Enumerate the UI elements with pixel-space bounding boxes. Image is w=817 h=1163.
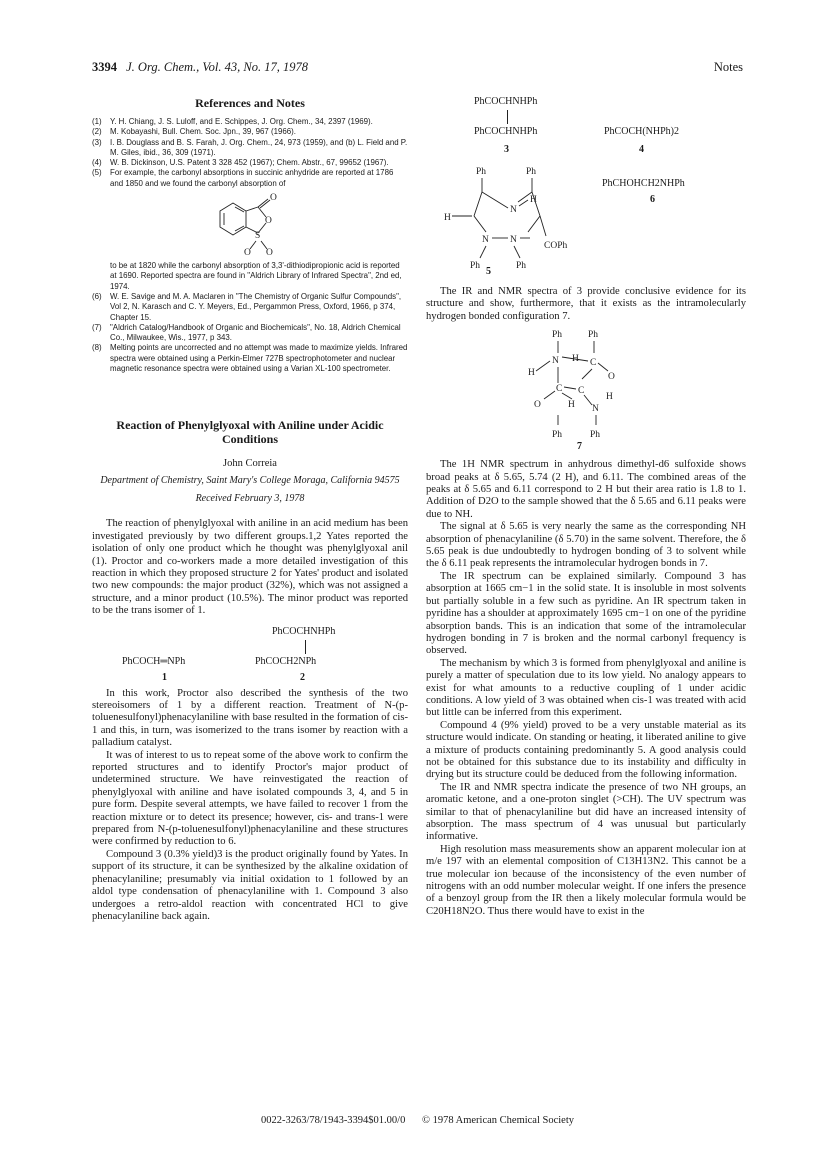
ref5-continuation: to be at 1820 while the carbonyl absorption of 3,3'-dithiodipropionic acid is reported at 1690. Reported spectra are found in "Aldrich Library of Infrared Spectra", 2nd ed, 1974. [110,261,402,291]
body-text-right-2 [426,459,746,918]
svg-text:N: N [510,235,517,245]
svg-text:Ph: Ph [552,330,563,341]
ref-number: (3) [92,137,102,147]
svg-text:N: N [510,205,517,215]
references-list [92,117,408,374]
copyright-notice: © 1978 American Chemical Society [421,1115,575,1126]
paragraph: In this work, Proctor also described the synthesis of the two stereoisomers of 1 by a different reaction. Treatment of N-(p-toluenesulfonyl)phenacylaniline with base resulted in the formation of cis-1 and this, in turn, was isomerized to the trans isomer by reaction with a palladium catalyst. [92,687,408,749]
structures-1-2 [92,618,408,698]
page-number: 3394 [92,60,117,74]
paragraph: The IR and NMR spectra of 3 provide conclusive evidence for its structure and show, furthermore, that it exists as the intramolecularly hydrogen bonded configuration 7. [426,286,746,322]
structure-1: PhCOCH═NPh [122,655,186,667]
structure-5-diagram [444,162,584,282]
article-code: 0022-3263/78/1943-3394$01.00/0 [260,1115,406,1126]
reference-item [92,323,408,344]
left-column [92,96,408,923]
structures-3-4 [426,96,746,158]
structure-2-number: 2 [300,671,305,683]
ref-text: M. Kobayashi, Bull. Chem. Soc. Jpn., 39, 967 (1966). [110,127,296,137]
svg-text:O: O [265,216,272,227]
svg-text:H: H [528,368,535,379]
svg-text:H: H [568,400,575,411]
paragraph: The mechanism by which 3 is formed from phenylglyoxal and aniline is purely a matter of speculation due to its low yield. No analogy appears to exist for what amounts to a reductive coupling of 1 under acidic conditions. A low yield of 3 was obtained when cis-1 was treated with acid but little can be inferred from this experiment. [426,657,746,719]
svg-text:H: H [530,195,537,205]
structure-4: PhCOCH(NHPh)2 [604,126,680,137]
ref-number: (8) [92,343,102,353]
reference-item [92,292,408,323]
ref-text: "Aldrich Catalog/Handbook of Organic and Biochemicals", No. 18, Aldrich Chemical Co., Milwaukee, Wis., 1977, p 343. [110,322,401,343]
svg-text:H: H [572,354,579,365]
svg-text:Ph: Ph [470,261,481,271]
structure-7 [426,323,746,453]
structure-4-number: 4 [639,144,644,155]
structure-2-bottom: PhCOCH2NPh [255,655,317,667]
svg-text:Ph: Ph [588,330,599,341]
structure-7-number: 7 [577,441,582,453]
svg-text:Ph: Ph [476,167,487,177]
svg-text:COPh: COPh [544,241,568,251]
section-name: Notes [713,60,743,74]
ref-text: Y. H. Chiang, J. S. Luloff, and E. Schippes, J. Org. Chem., 34, 2397 (1969). [110,117,373,126]
structure-3-bottom: PhCOCHNHPh [474,126,538,137]
ref-number: (6) [92,291,102,301]
svg-text:O: O [608,372,615,383]
ref-number: (2) [92,127,102,137]
svg-text:O: O [244,248,251,258]
structure-6-number: 6 [650,194,655,205]
ref-text: W. B. Dickinson, U.S. Patent 3 328 452 (1967); Chem. Abstr., 67, 99652 (1967). [110,158,389,168]
intro-text [92,518,408,617]
paragraph: The 1H NMR spectrum in anhydrous dimethyl-d6 sulfoxide shows broad peaks at δ 5.65, 5.74 (2 H), and 6.11. The combined areas of the peaks at δ 5.65 and 6.11 correspond to 2 H but their area ratio is 1.8 to 1. Addition of D2O to the sample showed that the δ 5.65 and 6.11 peaks were due to NH. [426,459,746,520]
paragraph: The reaction of phenylglyoxal with aniline in an acid medium has been investigated previously by two different groups.1,2 Yates reported the isolation of only one product which he thought was phenylglyoxal anil (1). Proctor and co-workers made a more detailed investigation of this reaction in which they proposed structure 2 for Yates' product and isolated two new compounds: the major product (32%), which was not assigned a structure, and a minor product (10.5%). The minor product was reported to be the trans isomer of 1. [92,518,408,617]
svg-text:Ph: Ph [526,167,537,177]
paragraph: The IR spectrum can be explained similarly. Compound 3 has absorption at 1665 cm−1 in the solid state. It is insoluble in most solvents but partially soluble in a few such as pyridine. An IR spectrum taken in pyridine has a shoulder at approximately 1695 cm−1 on one of the pyridine absorption bands. This is an indication that some of the intramolecular hydrogen bonding in 7 is broken and the normal carbonyl frequency is observed. [426,570,746,657]
svg-text:C: C [590,358,597,369]
ref-text: Melting points are uncorrected and no attempt was made to maximize yields. Infrared spectra were obtained using a Perkin-Elmer 727B spectrophotometer and nuclear magnetic resonance spectra were obtained using a Varian XL-100 spectrometer. [110,343,408,374]
received-date: Received February 3, 1978 [195,493,305,505]
body-text-right-1 [426,286,746,323]
structure-1-number: 1 [162,671,167,683]
ref-text: I. B. Douglass and B. S. Farah, J. Org. Chem., 24, 973 (1959), and (b) L. Field and P. M. Giles, ibid., 36, 309 (1971). [110,137,408,157]
paragraph: The signal at δ 5.65 is very nearly the same as the corresponding NH absorption of phenacylaniline (δ 5.70) in the same solvent. Therefore, the δ 5.65 peak is due undoubtedly to hydrogen bonding of 3 to solvent while the δ 6.11 peak represents the intramolecular hydrogen bonds in 7. [426,521,746,570]
paragraph: Compound 3 (0.3% yield)3 is the product originally found by Yates. In support of its structure, it can be synthesized by the alkaline oxidation of phenacylaniline; presumably via initial oxidation to 1 followed by an aldol type condensation of phenacylaniline with 1. Compound 3 also undergoes a retro-aldol reaction with concentrated HCl to give phenacylaniline back again. [92,848,408,922]
svg-text:Ph: Ph [552,430,563,441]
svg-text:H: H [606,392,613,403]
body-text-left [92,688,408,924]
article-author: John Correia [223,458,277,470]
reference-item [92,158,408,168]
thioanhydride-structure [200,193,300,257]
reference-item [92,138,408,159]
structure-5-number: 5 [486,266,491,277]
paragraph: The IR and NMR spectra indicate the presence of two NH groups, an aromatic ketone, and a one-proton singlet (>CH). The UV spectrum was similar to that of phenacylaniline but did have an increased intensity of absorption. The mass spectrum of 4 was unusual but particularly informative. [426,781,746,843]
svg-text:Ph: Ph [590,430,601,441]
structure-2-top: PhCOCHNHPh [272,625,336,637]
page-header [92,60,743,80]
journal-citation: J. Org. Chem., Vol. 43, No. 17, 1978 [126,60,308,74]
article-affiliation: Department of Chemistry, Saint Mary's College Moraga, California 94575 [100,475,400,487]
right-column [426,96,746,918]
structure-3-top: PhCOCHNHPh [474,96,538,107]
svg-text:O: O [534,400,541,411]
ref-text: W. E. Savige and M. A. Maclaren in "The Chemistry of Organic Sulfur Compounds", Vol 2, N. Karasch and C. Y. Meyers, Ed., Pergammon Press, Oxford, 1966, p 374, Chapter 15. [110,291,402,322]
reference-item [92,127,408,137]
svg-text:Ph: Ph [516,261,527,271]
svg-text:O: O [270,193,277,204]
bond-line [507,110,508,124]
bond-line [305,640,306,654]
svg-text:N: N [552,356,559,367]
svg-text:N: N [482,235,489,245]
ref-number: (5) [92,168,102,178]
ref-number: (4) [92,158,102,168]
ref-number: (7) [92,322,102,332]
ref-number: (1) [92,117,102,126]
structure-7-diagram [522,327,632,445]
header-left [92,60,308,75]
svg-text:C: C [578,386,585,397]
paragraph: High resolution mass measurements show an apparent molecular ion at m/e 197 with an elemental composition of C13H13N2. This cannot be a true molecular ion because of the inconsistency of the even number of nitrogens with an odd number molecular weight. If one infers the presence of a benzoyl group from the IR then a likely molecular formula would be C20H18N2O. Thus there would have to exist in the [426,843,746,917]
structure-6: PhCHOHCH2NHPh [602,178,685,189]
structures-5-6 [426,158,746,280]
structure-3-number: 3 [504,144,509,155]
ref-text: For example, the carbonyl absorptions in succinic anhydride are reported at 1786 and 1850 and we found the carbonyl absorption of [110,168,394,188]
references-title: References and Notes [195,96,305,110]
svg-text:C: C [556,384,563,395]
page-footer [92,1115,743,1126]
reference-item [92,168,408,189]
reference-item [92,117,408,127]
svg-text:O: O [266,248,273,258]
reference-item [92,343,408,374]
paragraph: It was of interest to us to repeat some of the above work to confirm the reported structures and to identify Proctor's major product of undetermined structure. We have reinvestigated the reaction of phenylglyoxal with aniline and have isolated compounds 3, 4, and 5 in pure form. Despite several attempts, we have failed to recover 1 from the reaction mixture or to detect its presence; however, cis- and trans-1 were prepared from N-(p-toluenesulfonyl)phenacylaniline and these structures were confirmed by reduction to 6. [92,749,408,848]
article-title: Reaction of Phenylglyoxal with Aniline under Acidic Conditions [116,418,384,447]
svg-text:N: N [592,404,599,415]
paragraph: Compound 4 (9% yield) proved to be a very unstable material as its structure would indicate. On standing or heating, it liberated aniline to give a mixture of products containing predominantly 5. A good analysis could not be obtained for this substance due to its instability and difficulty in drying but its structure could be deduced from the following information. [426,719,746,781]
svg-text:S: S [255,231,261,242]
svg-text:H: H [444,213,451,223]
